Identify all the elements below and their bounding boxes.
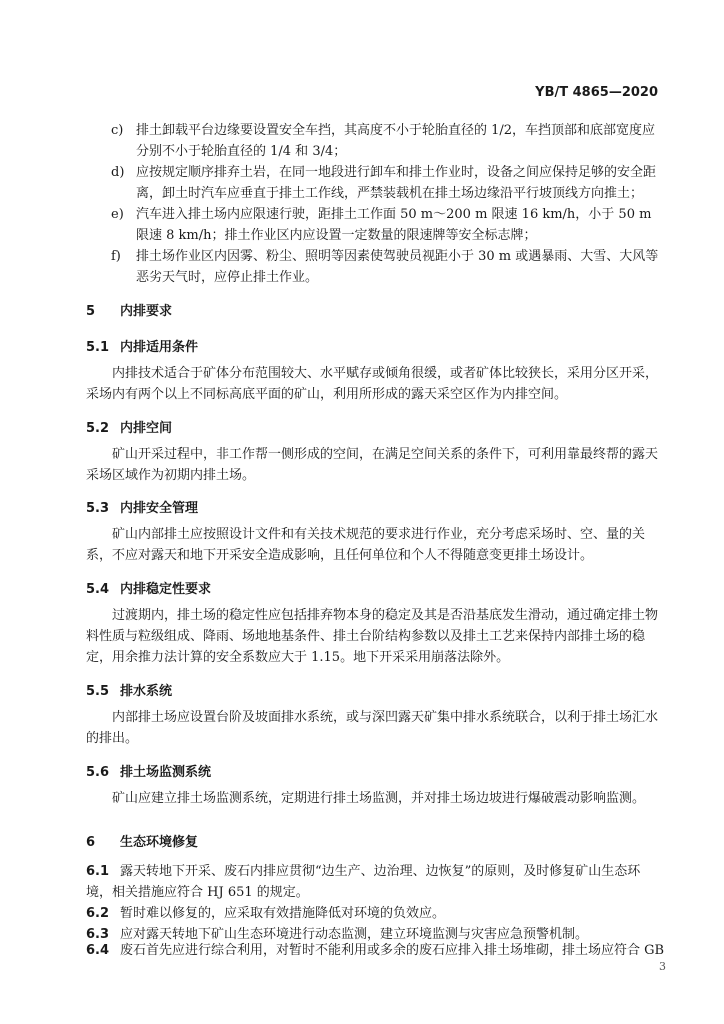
subsection-heading: [86, 417, 172, 436]
section-title: 生态环境修复: [120, 835, 199, 850]
section-number: 6: [86, 835, 96, 850]
subsection-number: 5.5: [86, 684, 110, 699]
list-item: [111, 246, 666, 288]
clause-text: 暂时难以修复的，应采取有效措施降低对环境的负效应。: [120, 906, 446, 921]
list-item-text: 汽车进入排土场内应限速行驶，距排土工作面 50 m～200 m 限速 16 km/h，小于 50 m 限速 8 km/h；排土作业区内应设置一定数量的限速牌等安全标志牌；: [136, 207, 652, 243]
subsection-heading: [86, 578, 211, 597]
list-marker: d): [111, 165, 125, 180]
section-heading: [86, 300, 172, 319]
standard-code: YB/T 4865—2020: [535, 85, 658, 100]
list-item: [111, 120, 666, 162]
numbered-clause: [86, 861, 666, 903]
clause-text: 应对露天转地下矿山生态环境进行动态监测，建立环境监测与灾害应急预警机制。: [120, 927, 589, 942]
subsection-number: 5.6: [86, 765, 110, 780]
list-item: [111, 162, 666, 204]
subsection-title: 排水系统: [120, 684, 173, 699]
list-item: [111, 204, 666, 246]
clause-number: 6.3: [86, 927, 110, 942]
subsection-title: 内排空间: [120, 421, 173, 436]
list-item-text: 应按规定顺序排弃土岩，在同一地段进行卸车和排土作业时，设备之间应保持足够的安全距离，卸土时汽车应垂直于排土工作线，严禁装载机在排土场边缘沿平行坡顶线方向推土；: [136, 165, 657, 201]
subsection-number: 5.3: [86, 501, 110, 516]
numbered-clause: [86, 940, 666, 961]
clause-text: 露天转地下开采、废石内排应贯彻“边生产、边治理、边恢复”的原则，及时修复矿山生态环境，相关措施应符合 HJ 651 的规定。: [86, 864, 641, 900]
numbered-clause: [86, 903, 666, 924]
subsection-heading: [86, 680, 172, 699]
subsection-heading: [86, 497, 198, 516]
list-item-text: 排土场作业区内因雾、粉尘、照明等因素使驾驶员视距小于 30 m 或遇暴雨、大雪、大风等恶劣天气时，应停止排土作业。: [136, 249, 659, 285]
paragraph: 内部排土场应设置台阶及坡面排水系统，或与深凹露天矿集中排水系统联合，以利于排土场汇水的排出。: [86, 710, 659, 746]
subsection-title: 内排适用条件: [120, 340, 199, 355]
subsection-title: 排土场监测系统: [120, 765, 212, 780]
paragraph: 内排技术适合于矿体分布范围较大、水平赋存或倾角很缓，或者矿体比较狭长，采用分区开采，采场内有两个以上不同标高底平面的矿山，利用所形成的露天采空区作为内排空间。: [86, 366, 659, 402]
clause-text: 废石首先应进行综合利用，对暂时不能利用或多余的废石应排入排土场堆砌，排土场应符合 GB: [120, 943, 665, 958]
clause-number: 6.1: [86, 864, 110, 879]
paragraph: 矿山应建立排土场监测系统，定期进行排土场监测，并对排土场边坡进行爆破震动影响监测。: [112, 791, 646, 806]
section-number: 5: [86, 304, 96, 319]
paragraph: 过渡期内，排土场的稳定性应包括排弃物本身的稳定及其是否沿基底发生滑动，通过确定排土物料性质与粒级组成、降雨、场地地基条件、排土台阶结构参数以及排土工艺来保持内部排土场的稳定，用余推力法计算的安全系数应大于 1.15。地下开采采用崩落法除外。: [86, 608, 659, 665]
subsection-heading: [86, 336, 198, 355]
clause-number: 6.2: [86, 906, 110, 921]
section-title: 内排要求: [120, 304, 173, 319]
paragraph: 矿山开采过程中，非工作帮一侧形成的空间，在满足空间关系的条件下，可利用靠最终帮的露天采场区域作为初期内排土场。: [86, 447, 659, 483]
page-number: 3: [659, 960, 666, 973]
list-item-text: 排土卸载平台边缘要设置安全车挡，其高度不小于轮胎直径的 1/2，车挡顶部和底部宽度应分别不小于轮胎直径的 1/4 和 3/4；: [136, 123, 656, 159]
list-marker: e): [111, 207, 124, 222]
subsection-number: 5.1: [86, 340, 110, 355]
section-heading: [86, 831, 198, 850]
subsection-title: 内排安全管理: [120, 501, 199, 516]
list-marker: c): [111, 123, 124, 138]
subsection-title: 内排稳定性要求: [120, 582, 212, 597]
list-marker: f): [111, 249, 121, 264]
clause-number: 6.4: [86, 943, 110, 958]
subsection-number: 5.2: [86, 421, 110, 436]
subsection-number: 5.4: [86, 582, 110, 597]
paragraph: 矿山内部排土应按照设计文件和有关技术规范的要求进行作业，充分考虑采场时、空、量的关系，不应对露天和地下开采安全造成影响，且任何单位和个人不得随意变更排土场设计。: [86, 527, 646, 563]
subsection-heading: [86, 761, 211, 780]
